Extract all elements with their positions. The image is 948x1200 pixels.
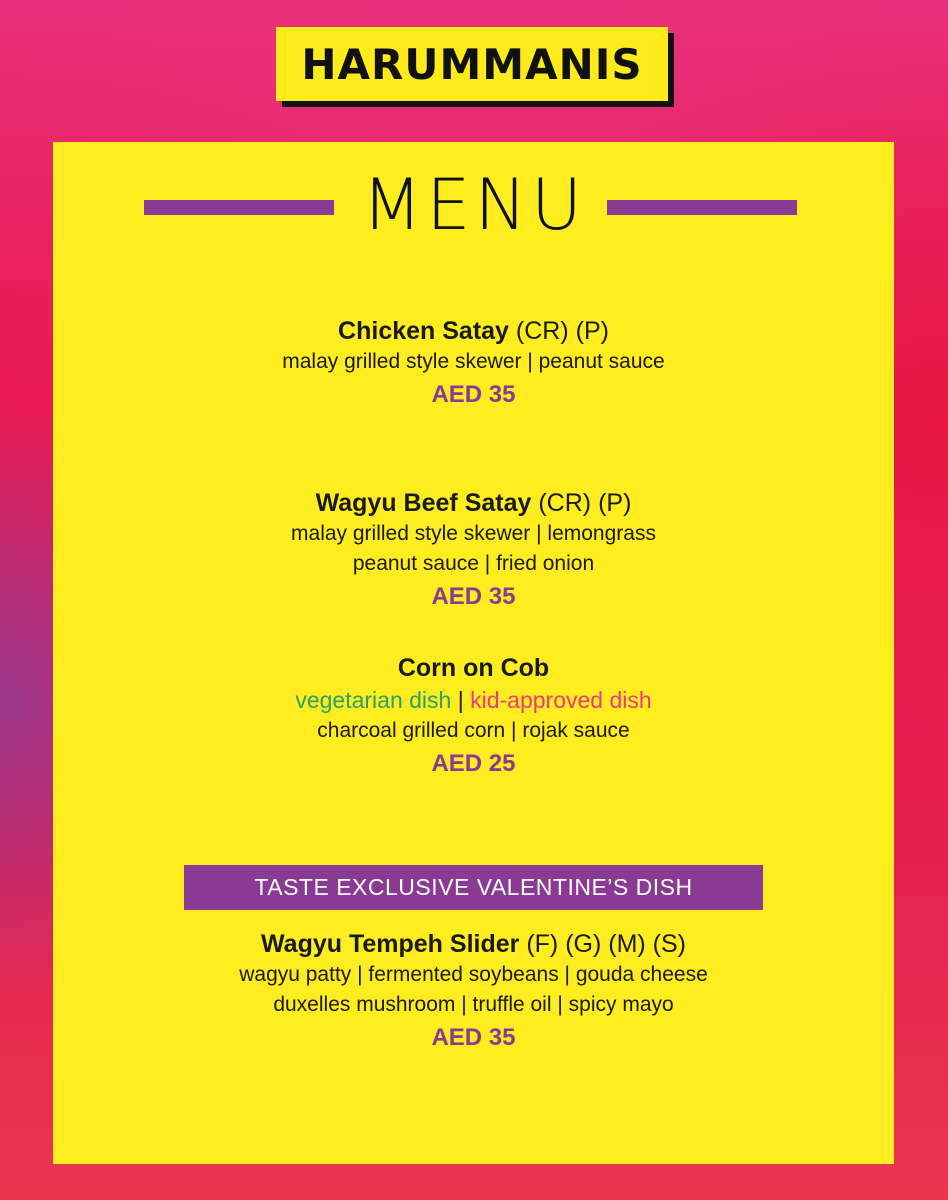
dish-description: peanut sauce | fried onion — [352, 552, 595, 575]
vegetarian-label: vegetarian dish — [295, 687, 452, 713]
dish-description: duxelles mushroom | truffle oil | spicy mayo — [273, 993, 674, 1016]
brand-badge — [276, 27, 668, 101]
dish-description: wagyu patty | fermented soybeans | gouda cheese — [239, 963, 708, 986]
dish-price: AED 35 — [431, 1024, 516, 1051]
menu-item — [53, 652, 894, 782]
dish-description: charcoal grilled corn | rojak sauce — [317, 719, 630, 742]
label-separator: | — [451, 687, 471, 713]
menu-item — [53, 315, 894, 413]
dish-tags: (CR) (P) — [538, 489, 632, 517]
menu-title: MENU — [361, 164, 587, 246]
dish-name: Wagyu Beef Satay — [315, 489, 532, 517]
dish-name: Chicken Satay — [338, 317, 509, 345]
dish-name: Wagyu Tempeh Slider — [261, 930, 520, 958]
kid-approved-label: kid-approved dish — [470, 687, 652, 713]
brand-name: HARUMMANIS — [276, 27, 668, 101]
dish-tags: (F) (G) (M) (S) — [526, 930, 686, 958]
menu-item — [53, 928, 894, 1056]
dish-tags: (CR) (P) — [515, 317, 609, 345]
dish-name-line — [53, 487, 894, 519]
dish-name-line — [53, 652, 894, 684]
menu-item — [53, 487, 894, 615]
dish-price: AED 35 — [431, 381, 516, 408]
dish-description: malay grilled style skewer | lemongrass — [291, 522, 656, 545]
valentines-banner: TASTE EXCLUSIVE VALENTINE’S DISH — [184, 865, 763, 910]
dish-labels — [53, 684, 894, 716]
dish-name-line — [53, 928, 894, 960]
dish-name: Corn on Cob — [397, 654, 550, 682]
dish-price: AED 25 — [431, 750, 516, 777]
dish-description: malay grilled style skewer | peanut sauce — [282, 350, 665, 373]
dish-name-line — [53, 315, 894, 347]
dish-price: AED 35 — [431, 583, 516, 610]
